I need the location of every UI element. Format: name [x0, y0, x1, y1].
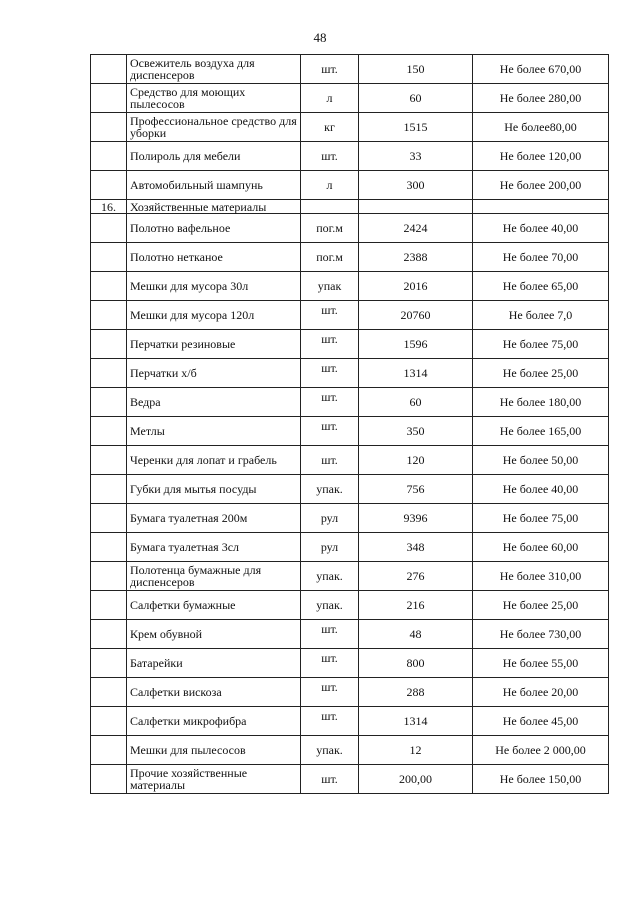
- row-number-cell: [91, 359, 127, 388]
- table-row: [91, 214, 609, 243]
- item-name-cell: Мешки для пылесосов: [127, 736, 301, 765]
- table-row: [91, 171, 609, 200]
- item-name-cell: Мешки для мусора 120л: [127, 301, 301, 330]
- unit-cell: шт.: [301, 446, 359, 475]
- row-number-cell: [91, 649, 127, 678]
- unit-cell: упак.: [301, 562, 359, 591]
- unit-cell: [301, 301, 359, 330]
- row-number-cell: [91, 417, 127, 446]
- price-cell: Не более 200,00: [473, 171, 609, 200]
- price-cell: Не более 20,00: [473, 678, 609, 707]
- row-number-cell: [91, 301, 127, 330]
- row-number-cell: [91, 446, 127, 475]
- price-cell: Не более 65,00: [473, 272, 609, 301]
- price-cell: Не более 730,00: [473, 620, 609, 649]
- item-name-cell: Салфетки микрофибра: [127, 707, 301, 736]
- item-name-cell: Полотно нетканое: [127, 243, 301, 272]
- item-name-cell: Хозяйственные материалы: [127, 200, 301, 214]
- price-cell: Не более 50,00: [473, 446, 609, 475]
- quantity-cell: 150: [359, 55, 473, 84]
- quantity-cell: [359, 200, 473, 214]
- row-number-cell: 16.: [91, 200, 127, 214]
- table-row: [91, 504, 609, 533]
- item-name-cell: Средство для моющих пылесосов: [127, 84, 301, 113]
- unit-cell: [301, 330, 359, 359]
- quantity-cell: 800: [359, 649, 473, 678]
- unit-text: шт.: [321, 361, 338, 375]
- quantity-cell: 1515: [359, 113, 473, 142]
- item-name-cell: Прочие хозяйственные материалы: [127, 765, 301, 794]
- row-number-cell: [91, 214, 127, 243]
- table-row: [91, 533, 609, 562]
- row-number-cell: [91, 272, 127, 301]
- price-cell: Не более 45,00: [473, 707, 609, 736]
- price-cell: Не более 75,00: [473, 504, 609, 533]
- price-cell: Не более 120,00: [473, 142, 609, 171]
- price-cell: Не более 60,00: [473, 533, 609, 562]
- price-cell: Не более 150,00: [473, 765, 609, 794]
- table-row: [91, 649, 609, 678]
- unit-cell: рул: [301, 533, 359, 562]
- unit-cell: л: [301, 171, 359, 200]
- unit-cell: рул: [301, 504, 359, 533]
- price-cell: Не более 670,00: [473, 55, 609, 84]
- item-name-cell: Крем обувной: [127, 620, 301, 649]
- item-name-cell: Черенки для лопат и грабель: [127, 446, 301, 475]
- row-number-cell: [91, 55, 127, 84]
- row-number-cell: [91, 591, 127, 620]
- quantity-cell: 756: [359, 475, 473, 504]
- item-name-cell: Салфетки бумажные: [127, 591, 301, 620]
- row-number-cell: [91, 475, 127, 504]
- price-cell: Не более 55,00: [473, 649, 609, 678]
- row-number-cell: [91, 84, 127, 113]
- quantity-cell: 1596: [359, 330, 473, 359]
- quantity-cell: 120: [359, 446, 473, 475]
- price-cell: Не более 25,00: [473, 359, 609, 388]
- table-row: [91, 55, 609, 84]
- quantity-cell: 350: [359, 417, 473, 446]
- item-name-cell: Автомобильный шампунь: [127, 171, 301, 200]
- row-number-cell: [91, 678, 127, 707]
- price-cell: Не более 180,00: [473, 388, 609, 417]
- price-cell: Не более 310,00: [473, 562, 609, 591]
- row-number-cell: [91, 765, 127, 794]
- item-name-cell: Батарейки: [127, 649, 301, 678]
- table-row: [91, 591, 609, 620]
- table-row: [91, 243, 609, 272]
- item-name-cell: Полотенца бумажные для диспенсеров: [127, 562, 301, 591]
- item-name-cell: Салфетки вискоза: [127, 678, 301, 707]
- item-name-cell: Освежитель воздуха для диспенсеров: [127, 55, 301, 84]
- quantity-cell: 20760: [359, 301, 473, 330]
- unit-cell: [301, 359, 359, 388]
- row-number-cell: [91, 113, 127, 142]
- price-cell: Не более 2 000,00: [473, 736, 609, 765]
- quantity-cell: 12: [359, 736, 473, 765]
- row-number-cell: [91, 707, 127, 736]
- item-name-cell: Полотно вафельное: [127, 214, 301, 243]
- quantity-cell: 348: [359, 533, 473, 562]
- price-cell: Не более 25,00: [473, 591, 609, 620]
- item-name-cell: Профессиональное средство для уборки: [127, 113, 301, 142]
- item-name-cell: Бумага туалетная 200м: [127, 504, 301, 533]
- unit-cell: [301, 649, 359, 678]
- row-number-cell: [91, 736, 127, 765]
- unit-text: шт.: [321, 303, 338, 317]
- quantity-cell: 200,00: [359, 765, 473, 794]
- quantity-cell: 288: [359, 678, 473, 707]
- unit-text: шт.: [321, 390, 338, 404]
- quantity-cell: 1314: [359, 359, 473, 388]
- table-row: [91, 417, 609, 446]
- quantity-cell: 2388: [359, 243, 473, 272]
- quantity-cell: 300: [359, 171, 473, 200]
- unit-cell: кг: [301, 113, 359, 142]
- price-cell: Не более 70,00: [473, 243, 609, 272]
- row-number-cell: [91, 142, 127, 171]
- unit-cell: упак.: [301, 591, 359, 620]
- unit-text: шт.: [321, 622, 338, 636]
- quantity-cell: 33: [359, 142, 473, 171]
- price-cell: Не более 7,0: [473, 301, 609, 330]
- unit-cell: [301, 200, 359, 214]
- table-row: [91, 736, 609, 765]
- table-row: [91, 359, 609, 388]
- unit-cell: [301, 707, 359, 736]
- item-name-cell: Метлы: [127, 417, 301, 446]
- unit-text: шт.: [321, 419, 338, 433]
- price-cell: Не более80,00: [473, 113, 609, 142]
- row-number-cell: [91, 330, 127, 359]
- unit-cell: упак: [301, 272, 359, 301]
- unit-cell: пог.м: [301, 214, 359, 243]
- unit-cell: [301, 388, 359, 417]
- item-name-cell: Полироль для мебели: [127, 142, 301, 171]
- table-row: [91, 562, 609, 591]
- table-row: [91, 142, 609, 171]
- unit-cell: шт.: [301, 55, 359, 84]
- unit-cell: упак.: [301, 475, 359, 504]
- table-row: [91, 707, 609, 736]
- row-number-cell: [91, 243, 127, 272]
- item-name-cell: Ведра: [127, 388, 301, 417]
- quantity-cell: 1314: [359, 707, 473, 736]
- quantity-cell: 2016: [359, 272, 473, 301]
- price-cell: Не более 40,00: [473, 475, 609, 504]
- quantity-cell: 216: [359, 591, 473, 620]
- unit-text: шт.: [321, 709, 338, 723]
- item-name-cell: Перчатки резиновые: [127, 330, 301, 359]
- price-cell: Не более 280,00: [473, 84, 609, 113]
- table-row: [91, 84, 609, 113]
- row-number-cell: [91, 533, 127, 562]
- row-number-cell: [91, 171, 127, 200]
- table-row: [91, 765, 609, 794]
- table-row: [91, 678, 609, 707]
- row-number-cell: [91, 504, 127, 533]
- quantity-cell: 276: [359, 562, 473, 591]
- item-name-cell: Губки для мытья посуды: [127, 475, 301, 504]
- table-row: [91, 446, 609, 475]
- table-row: [91, 272, 609, 301]
- page-number: 48: [313, 30, 327, 45]
- quantity-cell: 48: [359, 620, 473, 649]
- row-number-cell: [91, 388, 127, 417]
- table-row: [91, 620, 609, 649]
- unit-cell: шт.: [301, 765, 359, 794]
- unit-cell: шт.: [301, 142, 359, 171]
- table-row: [91, 113, 609, 142]
- unit-text: шт.: [321, 332, 338, 346]
- unit-cell: упак.: [301, 736, 359, 765]
- quantity-cell: 60: [359, 388, 473, 417]
- price-cell: Не более 40,00: [473, 214, 609, 243]
- table-row: [91, 330, 609, 359]
- table-row: [91, 388, 609, 417]
- unit-cell: [301, 620, 359, 649]
- unit-text: шт.: [321, 680, 338, 694]
- section-row: [91, 200, 609, 214]
- unit-cell: [301, 678, 359, 707]
- quantity-cell: 60: [359, 84, 473, 113]
- item-name-cell: Перчатки х/б: [127, 359, 301, 388]
- quantity-cell: 2424: [359, 214, 473, 243]
- unit-cell: [301, 417, 359, 446]
- items-table: [90, 54, 609, 794]
- item-name-cell: Бумага туалетная 3сл: [127, 533, 301, 562]
- price-cell: Не более 75,00: [473, 330, 609, 359]
- price-cell: [473, 200, 609, 214]
- row-number-cell: [91, 620, 127, 649]
- unit-text: шт.: [321, 651, 338, 665]
- unit-cell: пог.м: [301, 243, 359, 272]
- table-row: [91, 475, 609, 504]
- price-cell: Не более 165,00: [473, 417, 609, 446]
- item-name-cell: Мешки для мусора 30л: [127, 272, 301, 301]
- quantity-cell: 9396: [359, 504, 473, 533]
- table-row: [91, 301, 609, 330]
- unit-cell: л: [301, 84, 359, 113]
- row-number-cell: [91, 562, 127, 591]
